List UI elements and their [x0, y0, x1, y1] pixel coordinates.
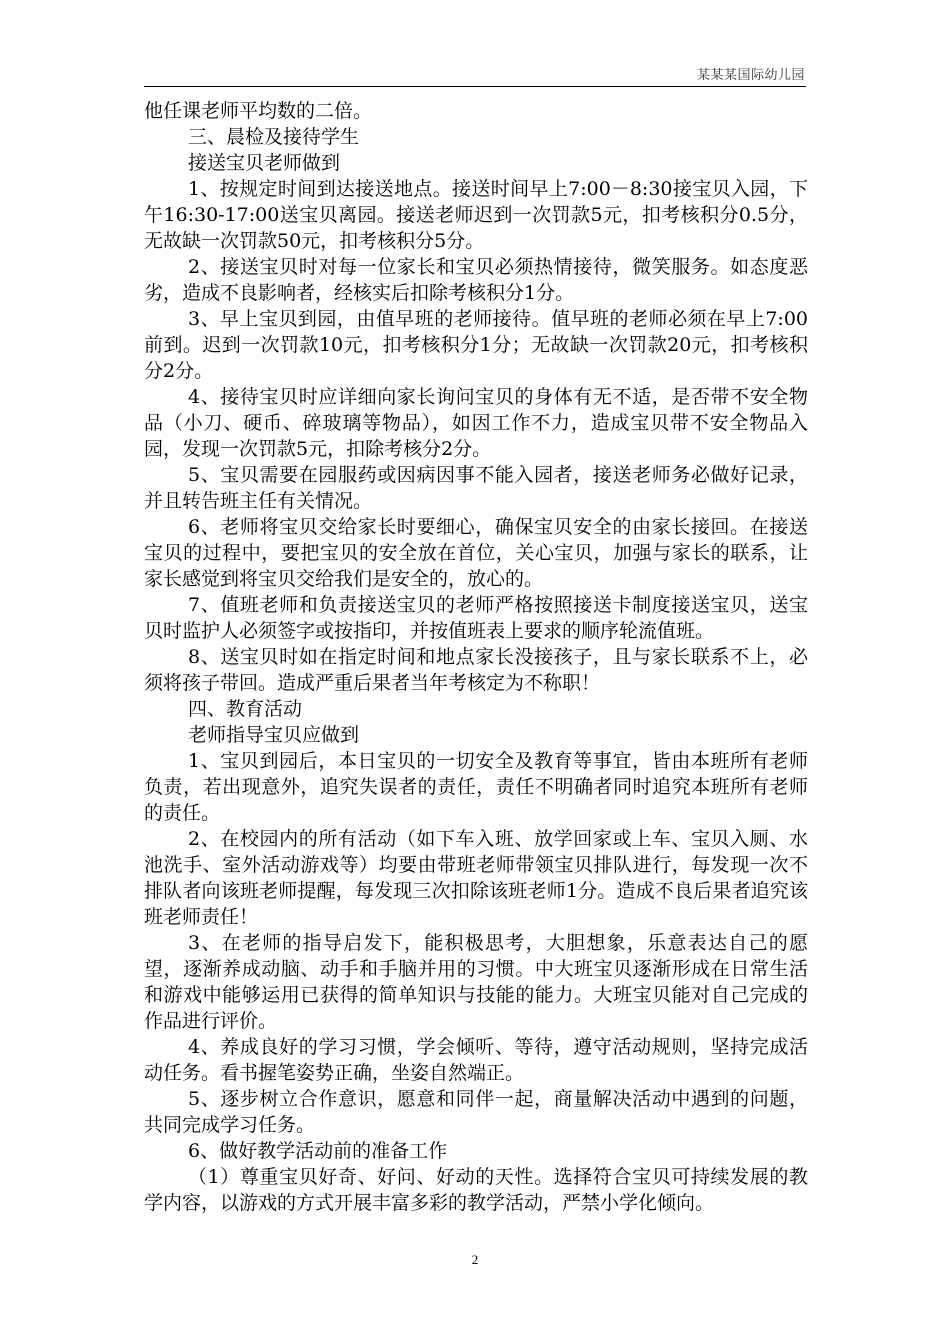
body-paragraph: （1）尊重宝贝好奇、好问、好动的天性。选择符合宝贝可持续发展的教学内容，以游戏的方式开展丰富多彩的教学活动，严禁小学化倾向。 — [144, 1166, 808, 1214]
section-heading: 四、教育活动 — [188, 698, 303, 720]
body-paragraph: 6、老师将宝贝交给家长时要细心，确保宝贝安全的由家长接回。在接送宝贝的过程中，要把宝贝的安全放在首位，关心宝贝，加强与家长的联系，让家长感觉到将宝贝交给我们是安全的，放心的。 — [144, 516, 808, 590]
sub-heading: 接送宝贝老师做到 — [188, 152, 341, 174]
body-paragraph: 2、接送宝贝时对每一位家长和宝贝必须热情接待，微笑服务。如态度恶劣，造成不良影响者，经核实后扣除考核积分1分。 — [144, 256, 808, 304]
body-paragraph: 4、养成良好的学习习惯，学会倾听、等待，遵守活动规则，坚持完成活动任务。看书握笔姿势正确，坐姿自然端正。 — [144, 1036, 808, 1084]
body-paragraph: 1、按规定时间到达接送地点。接送时间早上7:00－8:30接宝贝入园，下午16:30-17:00送宝贝离园。接送老师迟到一次罚款5元，扣考核积分0.5分，无故缺一次罚款50元，扣考核积分5分。 — [144, 178, 808, 252]
body-paragraph: 6、做好教学活动前的准备工作 — [188, 1140, 448, 1162]
body-paragraph: 7、值班老师和负责接送宝贝的老师严格按照接送卡制度接送宝贝，送宝贝时监护人必须签字或按指印，并按值班表上要求的顺序轮流值班。 — [144, 594, 808, 642]
section-heading: 三、晨检及接待学生 — [188, 126, 360, 148]
header-title: 某某某国际幼儿园 — [696, 68, 805, 83]
body-paragraph: 3、在老师的指导启发下，能积极思考，大胆想象，乐意表达自己的愿望，逐渐养成动脑、动手和手脑并用的习惯。中大班宝贝逐渐形成在日常生活和游戏中能够运用已获得的简单知识与技能的能力。大班宝贝能对自己完成的作品进行评价。 — [144, 932, 808, 1032]
body-paragraph: 他任课老师平均数的二倍。 — [144, 100, 373, 122]
body-paragraph: 4、接待宝贝时应详细向家长询问宝贝的身体有无不适，是否带不安全物品（小刀、硬币、碎玻璃等物品），如因工作不力，造成宝贝带不安全物品入园，发现一次罚款5元，扣除考核分2分。 — [144, 386, 808, 460]
page-number: 2 — [471, 1252, 479, 1267]
body-paragraph: 8、送宝贝时如在指定时间和地点家长没接孩子，且与家长联系不上，必须将孩子带回。造成严重后果者当年考核定为不称职！ — [144, 646, 808, 694]
sub-heading: 老师指导宝贝应做到 — [188, 724, 360, 746]
body-paragraph: 5、逐步树立合作意识，愿意和同伴一起，商量解决活动中遇到的问题，共同完成学习任务。 — [144, 1088, 808, 1136]
body-paragraph: 5、宝贝需要在园服药或因病因事不能入园者，接送老师务必做好记录，并且转告班主任有关情况。 — [144, 464, 808, 512]
document-body — [144, 98, 808, 1216]
header-divider — [144, 86, 806, 87]
body-paragraph: 2、在校园内的所有活动（如下车入班、放学回家或上车、宝贝入厕、水池洗手、室外活动游戏等）均要由带班老师带领宝贝排队进行，每发现一次不排队者向该班老师提醒，每发现三次扣除该班老师1分。造成不良后果者追究该班老师责任！ — [144, 828, 808, 928]
body-paragraph: 1、宝贝到园后，本日宝贝的一切安全及教育等事宜，皆由本班所有老师负责，若出现意外，追究失误者的责任，责任不明确者同时追究本班所有老师的责任。 — [144, 750, 808, 824]
body-paragraph: 3、早上宝贝到园，由值早班的老师接待。值早班的老师必须在早上7:00前到。迟到一次罚款10元，扣考核积分1分；无故缺一次罚款20元，扣考核积分2分。 — [144, 308, 808, 382]
